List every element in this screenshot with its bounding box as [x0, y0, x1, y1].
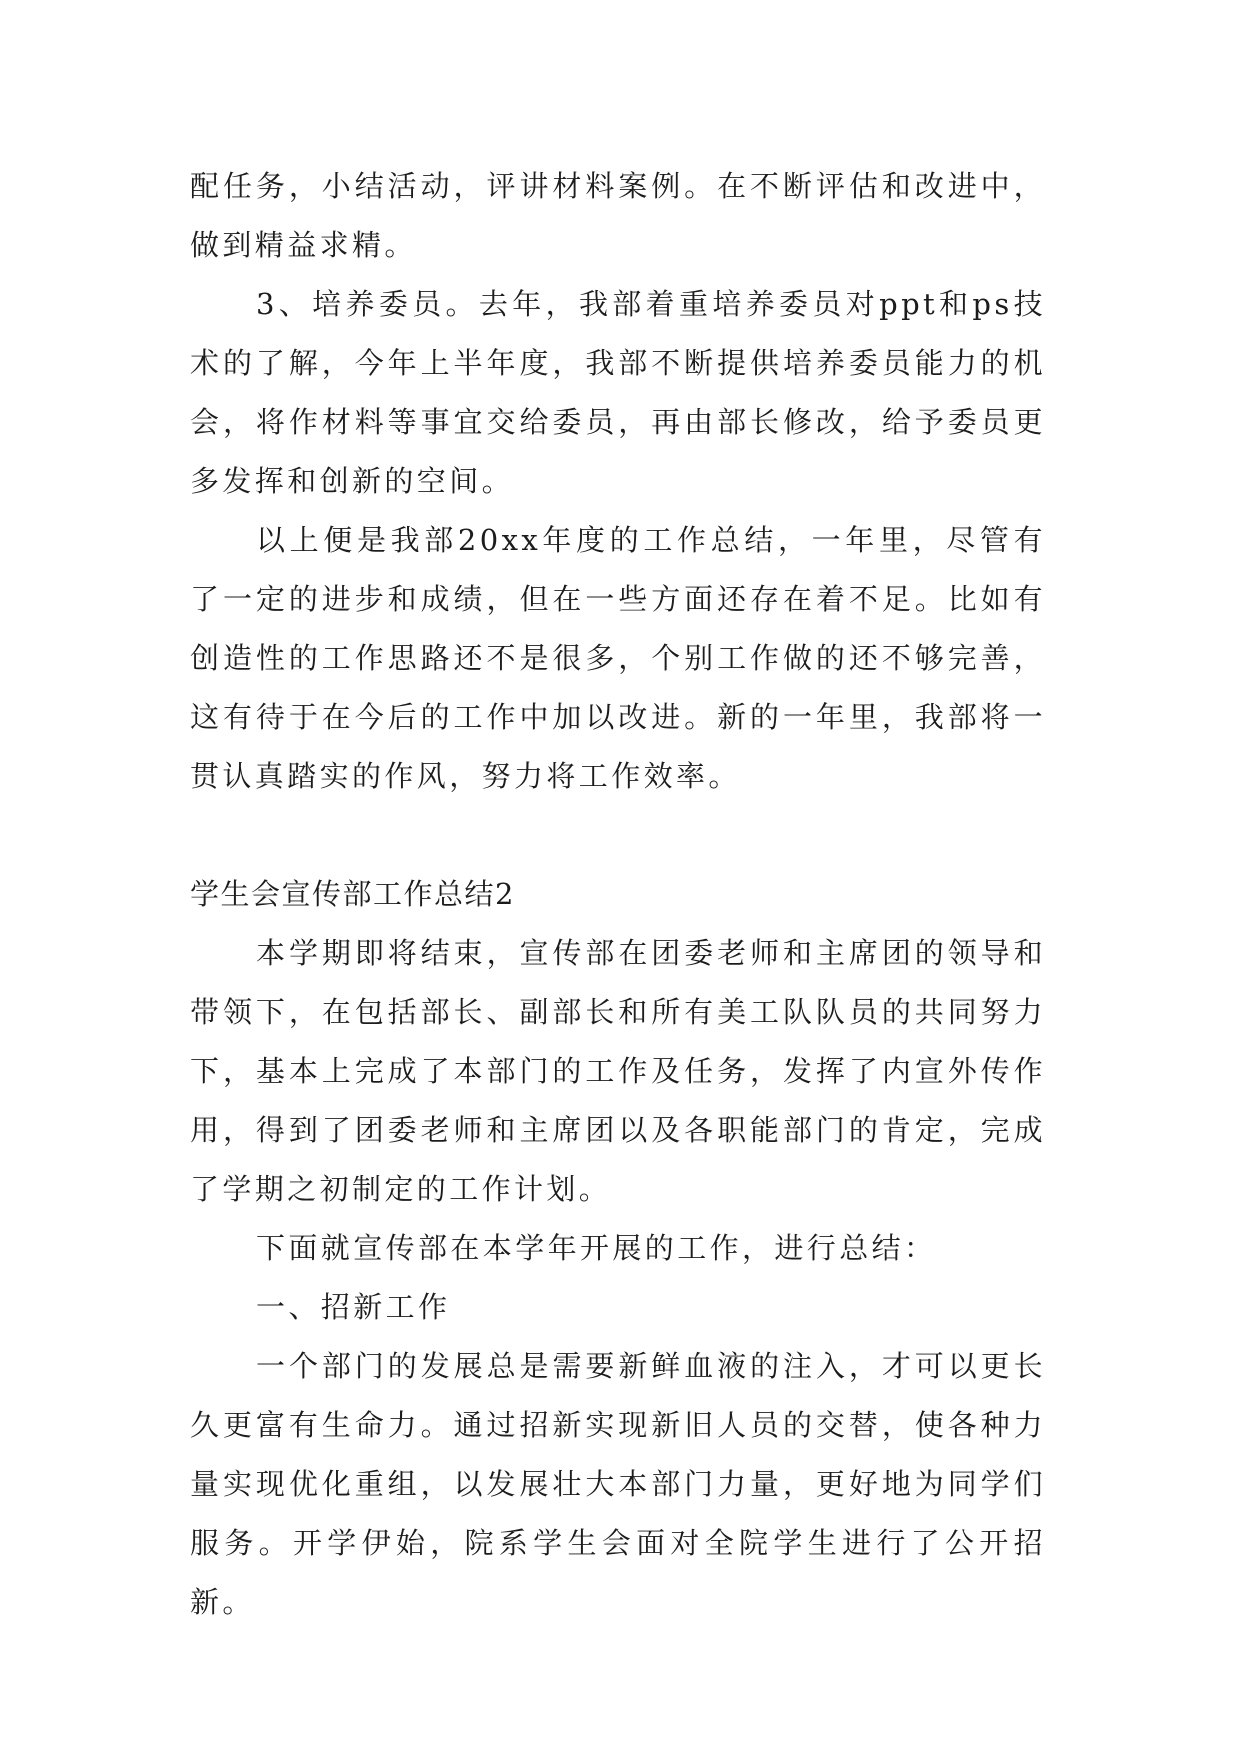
section-title: 学生会宣传部工作总结2 [190, 877, 515, 911]
document-body [190, 157, 1046, 1632]
subheading-recruitment: 一、招新工作 [256, 1290, 451, 1324]
paragraph-summary-intro: 下面就宣传部在本学年开展的工作，进行总结： [256, 1231, 937, 1265]
paragraph-summary-conclusion: 以上便是我部20xx年度的工作总结，一年里，尽管有了一定的进步和成绩，但在一些方面还存在着不足。比如有创造性的工作思路还不是很多，个别工作做的还不够完善，这有待于在今后的工作中加以改进。新的一年里，我部将一贯认真踏实的作风，努力将工作效率。 [190, 523, 1046, 793]
paragraph-recruitment: 一个部门的发展总是需要新鲜血液的注入，才可以更长久更富有生命力。通过招新实现新旧人员的交替，使各种力量实现优化重组，以发展壮大本部门力量，更好地为同学们服务。开学伊始，院系学生会面对全院学生进行了公开招新。 [190, 1349, 1046, 1619]
paragraph-continuation: 配任务，小结活动，评讲材料案例。在不断评估和改进中，做到精益求精。 [190, 169, 1046, 262]
paragraph-semester-overview: 本学期即将结束，宣传部在团委老师和主席团的领导和带领下，在包括部长、副部长和所有美工队队员的共同努力下，基本上完成了本部门的工作及任务，发挥了内宣外传作用，得到了团委老师和主席团以及各职能部门的肯定，完成了学期之初制定的工作计划。 [190, 936, 1046, 1206]
paragraph-training-members: 3、培养委员。去年，我部着重培养委员对ppt和ps技术的了解，今年上半年度，我部不断提供培养委员能力的机会，将作材料等事宜交给委员，再由部长修改，给予委员更多发挥和创新的空间。 [190, 287, 1046, 498]
